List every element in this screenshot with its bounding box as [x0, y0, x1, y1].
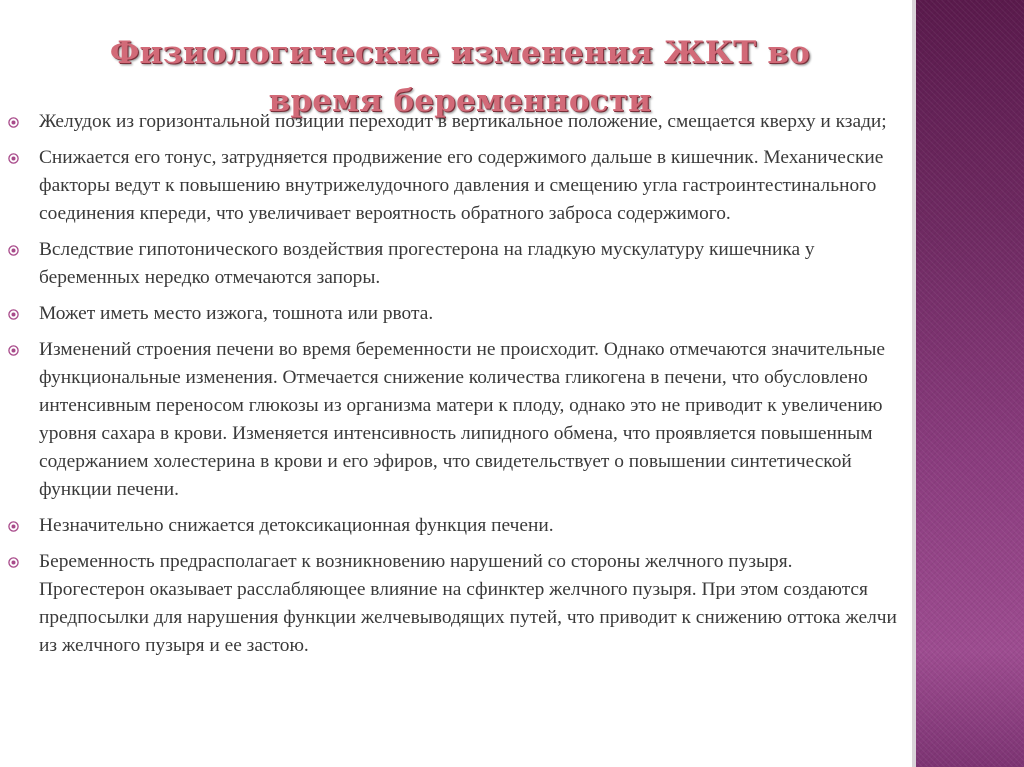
bullet-item: [6, 236, 902, 292]
decorative-side-panel: [916, 0, 1024, 767]
bullet-item: [6, 548, 902, 660]
bullet-item: [6, 144, 902, 228]
bullet-text: Может иметь место изжога, тошнота или рвота.: [39, 303, 434, 324]
bullet-item: [6, 108, 902, 136]
bullet-list: [6, 108, 902, 668]
bullet-icon: [8, 117, 19, 128]
bullet-icon: [8, 309, 19, 320]
bullet-icon: [8, 345, 19, 356]
slide-title-line-1: Физиологические изменения ЖКТ во: [109, 34, 811, 71]
bullet-text: Вследствие гипотонического воздействия прогестерона на гладкую мускулатуру кишечника у беременных нередко отмечаются запоры.: [39, 239, 815, 288]
bullet-icon: [8, 521, 19, 532]
bullet-text: Желудок из горизонтальной позиции переходит в вертикальное положение, смещается кверху и кзади;: [39, 111, 887, 132]
bullet-text: Незначительно снижается детоксикационная функция печени.: [39, 515, 554, 536]
bullet-icon: [8, 245, 19, 256]
bullet-item: [6, 512, 902, 540]
slide-title-line-2: время беременности: [268, 82, 652, 119]
bullet-item: [6, 300, 902, 328]
bullet-text: Снижается его тонус, затрудняется продвижение его содержимого дальше в кишечник. Механические факторы ведут к повышению внутрижелудочного давления и смещению угла гастроинтестинального соединения кпереди, что увеличивает вероятность обратного заброса содержимого.: [39, 147, 884, 224]
bullet-text: Изменений строения печени во время беременности не происходит. Однако отмечаются значительные функциональные изменения. Отмечается снижение количества гликогена в печени, что обусловлено интенсивным переносом глюкозы из организма матери к плоду, однако это не приводит к увеличению уровня сахара в крови. Изменяется интенсивность липидного обмена, что проявляется повышенным содержанием холестерина в крови и его эфиров, что свидетельствует о повышении синтетической функции печени.: [39, 339, 885, 500]
bullet-icon: [8, 557, 19, 568]
bullet-item: [6, 336, 902, 504]
bullet-text: Беременность предрасполагает к возникновению нарушений со стороны желчного пузыря. Прогестерон оказывает расслабляющее влияние на сфинктер желчного пузыря. При этом создаются предпосылки для нарушения функции желчевыводящих путей, что приводит к снижению оттока желчи из желчного пузыря и ее застою.: [39, 551, 897, 656]
bullet-icon: [8, 153, 19, 164]
